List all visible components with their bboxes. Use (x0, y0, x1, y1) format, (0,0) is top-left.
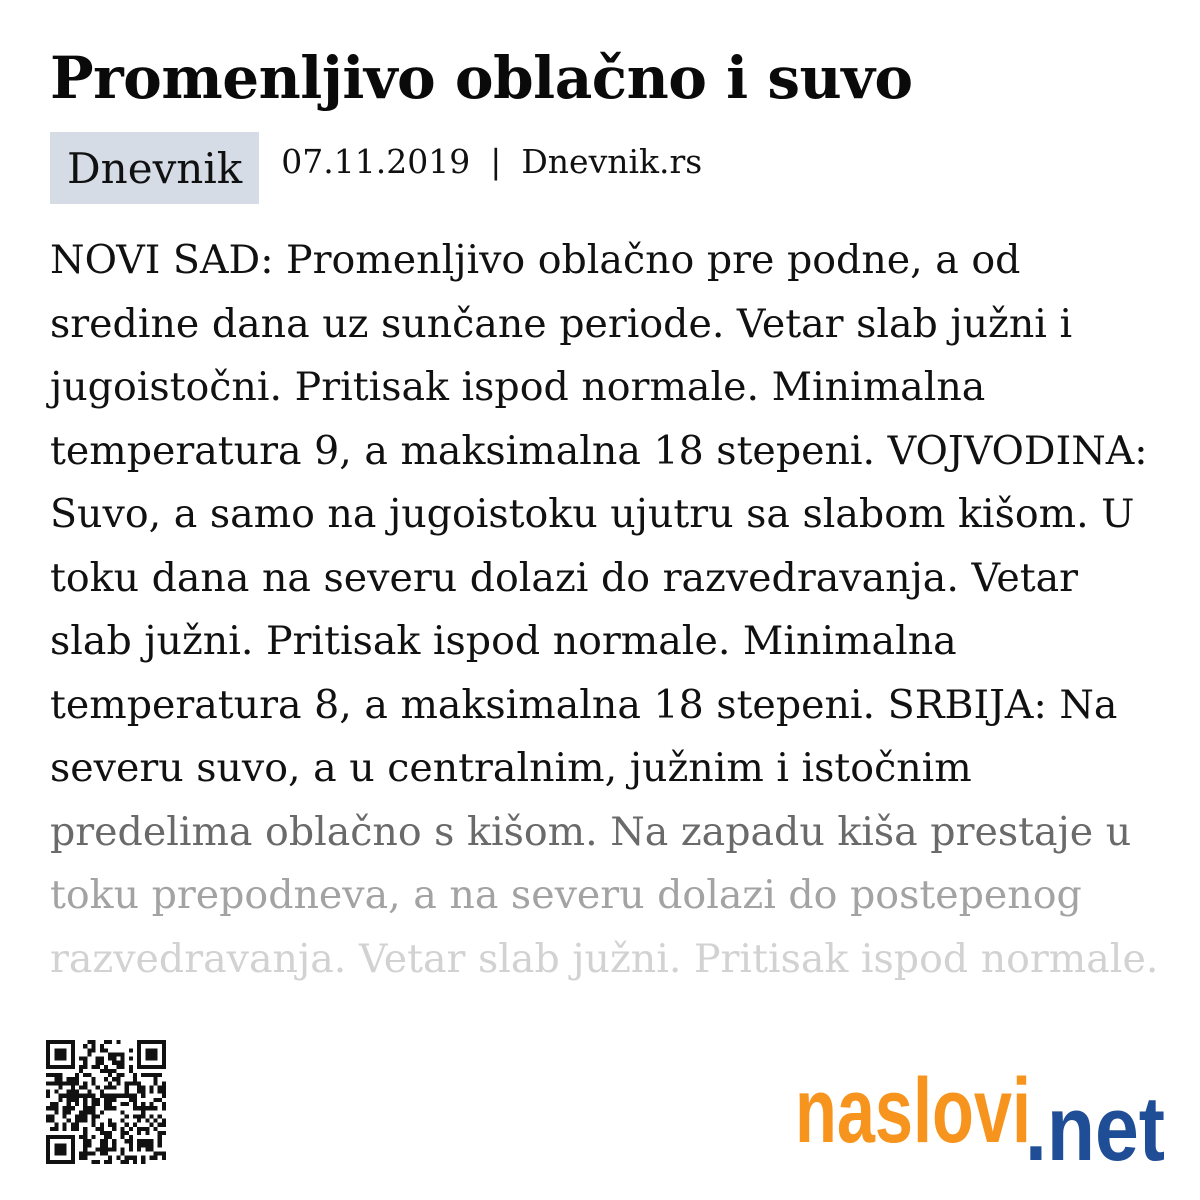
article-line: toku dana na severu dolazi do razvedravanja. Vetar (50, 554, 1079, 601)
logo-text-orange: naslovi (795, 1064, 1031, 1162)
article-line: temperatura 8, a maksimalna 18 stepeni. SRBIJA: Na (50, 681, 1118, 728)
article-meta (50, 132, 702, 204)
logo-text-blue: .net (1025, 1078, 1165, 1166)
source-badge-label: Dnevnik (67, 143, 243, 193)
article-line: sredine dana uz sunčane periode. Vetar slab južni i (50, 300, 1073, 347)
article-line: temperatura 9, a maksimalna 18 stepeni. VOJVODINA: (50, 427, 1148, 474)
article-line: jugoistočni. Pritisak ispod normale. Minimalna (50, 364, 986, 410)
article-site: Dnevnik.rs (521, 141, 703, 181)
meta-line (281, 142, 702, 181)
article-line: NOVI SAD: Promenljivo oblačno pre podne, a od (50, 237, 1021, 283)
qr-code-icon[interactable] (46, 1040, 166, 1164)
article-line: toku prepodneva, a na severu dolazi do postepenog (50, 872, 1082, 918)
article-line: severu suvo, a u centralnim, južnim i istočnim (50, 745, 972, 791)
article-line: Suvo, a samo na jugoistoku ujutru sa slabom kišom. U (50, 491, 1135, 537)
naslovi-net-logo[interactable] (795, 1064, 1170, 1166)
article-title: Promenljivo oblačno i suvo (50, 44, 913, 112)
source-badge[interactable] (50, 132, 259, 204)
article-date: 07.11.2019 (281, 141, 471, 181)
article-line: slab južni. Pritisak ispod normale. Minimalna (50, 618, 957, 664)
article-line: predelima oblačno s kišom. Na zapadu kiša prestaje u (50, 808, 1132, 855)
article-line: razvedravanja. Vetar slab južni. Pritisak ispod normale. (50, 935, 1159, 982)
article-body (50, 229, 1190, 991)
meta-separator: | (490, 141, 502, 181)
